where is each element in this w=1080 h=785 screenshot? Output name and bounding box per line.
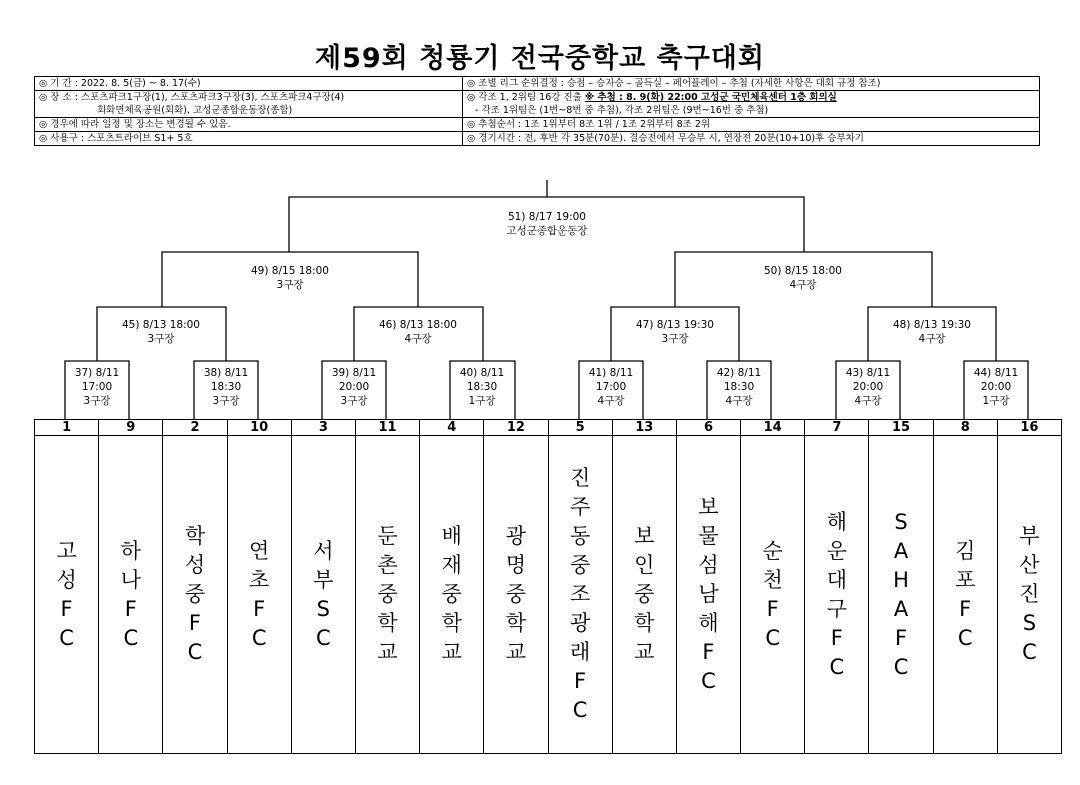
- team-name: 김포FC: [955, 538, 976, 650]
- team-name: 보인중학교: [634, 524, 655, 664]
- match-50-datetime: 50) 8/15 18:00: [764, 265, 842, 277]
- match-46-label: [358, 318, 478, 346]
- team-name: 부산진SC: [1019, 524, 1040, 664]
- match-50-venue: 4구장: [789, 279, 817, 291]
- team-cell: [676, 436, 740, 754]
- match-43-label: [838, 366, 898, 408]
- teams-table: [34, 419, 1062, 754]
- team-name: 연초FC: [249, 538, 270, 650]
- match-51-label: [467, 210, 627, 238]
- seed-cell: 5: [548, 420, 612, 436]
- team-name: 해운대구FC: [826, 509, 847, 679]
- info-advance-text: ◎ 각조 1, 2위팀 16강 진출: [467, 92, 585, 103]
- team-name: 순천FC: [762, 538, 783, 650]
- seed-cell: 3: [291, 420, 355, 436]
- match-40-time: 18:30: [466, 381, 498, 393]
- match-48-label: [872, 318, 992, 346]
- seed-cell: 11: [355, 420, 419, 436]
- seed-row: [35, 420, 1062, 436]
- seed-cell: 16: [997, 420, 1061, 436]
- match-39-number: 39) 8/11: [331, 367, 377, 379]
- match-49-label: [230, 264, 350, 292]
- match-44-number: 44) 8/11: [973, 367, 1019, 379]
- match-41-label: [581, 366, 641, 408]
- match-38-label: [196, 366, 256, 408]
- seed-cell: 13: [612, 420, 676, 436]
- match-41-number: 41) 8/11: [588, 367, 634, 379]
- match-45-venue: 3구장: [147, 333, 175, 345]
- match-49-datetime: 49) 8/15 18:00: [251, 265, 329, 277]
- match-40-venue: 1구장: [468, 395, 496, 407]
- team-cell: [805, 436, 869, 754]
- team-cell: [35, 436, 99, 754]
- info-ranking: ◎ 조별 리그 순위결정 : 승점 – 승자승 – 골득실 – 페어플레이 – 추첨 (자세한 사항은 대회 규정 참조): [463, 77, 1040, 91]
- team-name: 배재중학교: [441, 524, 462, 664]
- match-42-number: 42) 8/11: [716, 367, 762, 379]
- match-37-number: 37) 8/11: [74, 367, 120, 379]
- team-cell: [869, 436, 933, 754]
- match-46-datetime: 46) 8/13 18:00: [379, 319, 457, 331]
- team-cell: [933, 436, 997, 754]
- team-cell: [997, 436, 1061, 754]
- match-51-datetime: 51) 8/17 19:00: [508, 211, 586, 223]
- match-38-number: 38) 8/11: [203, 367, 249, 379]
- team-name: 진주동중조광래FC: [569, 466, 591, 722]
- seed-cell: 2: [163, 420, 227, 436]
- info-match-time: ◎ 경기시간 : 전, 후반 각 35분(70분). 결승전에서 무승부 시, 연장전 20분(10+10)후 승부차기: [463, 132, 1040, 146]
- seed-cell: 6: [676, 420, 740, 436]
- team-name: 보물섬남해FC: [698, 495, 719, 693]
- team-name: SAHAFC: [893, 509, 909, 679]
- match-49-venue: 3구장: [276, 279, 304, 291]
- match-42-label: [709, 366, 769, 408]
- team-row: [35, 436, 1062, 754]
- seed-cell: 15: [869, 420, 933, 436]
- match-44-label: [966, 366, 1026, 408]
- match-37-label: [67, 366, 127, 408]
- match-40-label: [452, 366, 512, 408]
- team-cell: [99, 436, 163, 754]
- match-38-time: 18:30: [210, 381, 242, 393]
- team-cell: [612, 436, 676, 754]
- match-47-label: [615, 318, 735, 346]
- info-schedule-note: ◎ 경우에 따라 일정 및 장소는 변경될 수 있음.: [35, 118, 463, 132]
- seed-cell: 14: [741, 420, 805, 436]
- team-cell: [484, 436, 548, 754]
- match-44-time: 20:00: [980, 381, 1012, 393]
- team-cell: [420, 436, 484, 754]
- seed-cell: 10: [227, 420, 291, 436]
- info-draw-order: ◎ 추첨순서 : 1조 1위부터 8조 1위 / 1조 2위부터 8조 2위: [463, 118, 1040, 132]
- info-period: ◎ 기 간 : 2022. 8. 5(금) ~ 8. 17(수): [35, 77, 463, 91]
- team-cell: [548, 436, 612, 754]
- match-41-time: 17:00: [595, 381, 627, 393]
- team-name: 서부SC: [313, 538, 334, 650]
- team-name: 학성중FC: [184, 524, 206, 664]
- match-42-venue: 4구장: [725, 395, 753, 407]
- seed-cell: 9: [99, 420, 163, 436]
- team-name: 하나FC: [120, 538, 141, 650]
- page-title: 제59회 청룡기 전국중학교 축구대회: [315, 43, 765, 74]
- match-43-number: 43) 8/11: [845, 367, 891, 379]
- match-40-number: 40) 8/11: [459, 367, 505, 379]
- team-cell: [227, 436, 291, 754]
- info-draw-notice: ※ 추첨 : 8. 9(화) 22:00 고성군 국민체육센터 1층 회의실: [584, 92, 837, 103]
- match-48-datetime: 48) 8/13 19:30: [893, 319, 971, 331]
- team-name: 둔촌중학교: [377, 524, 398, 664]
- info-venue-line1: ◎ 장 소 : 스포츠파크1구장(1), 스포츠파크3구장(3), 스포츠파크4구장(4): [39, 92, 345, 103]
- match-38-venue: 3구장: [212, 395, 240, 407]
- match-44-venue: 1구장: [982, 395, 1010, 407]
- team-cell: [741, 436, 805, 754]
- match-37-time: 17:00: [81, 381, 113, 393]
- team-cell: [355, 436, 419, 754]
- info-advance-sub: - 각조 1위팀은 (1번~8번 중 추첨), 각조 2위팀은 (9번~16번 중 추첨): [475, 105, 769, 116]
- match-37-venue: 3구장: [83, 395, 111, 407]
- match-42-time: 18:30: [723, 381, 755, 393]
- seed-cell: 7: [805, 420, 869, 436]
- match-39-venue: 3구장: [340, 395, 368, 407]
- team-name: 광명중학교: [505, 524, 527, 664]
- match-45-label: [101, 318, 221, 346]
- match-45-datetime: 45) 8/13 18:00: [122, 319, 200, 331]
- info-venue-line2: 회화면체육공원(회화), 고성군종합운동장(종합): [97, 105, 293, 116]
- match-41-venue: 4구장: [597, 395, 625, 407]
- team-cell: [291, 436, 355, 754]
- seed-cell: 1: [35, 420, 99, 436]
- seed-cell: 8: [933, 420, 997, 436]
- info-ball: ◎ 사용구 : 스포츠트라이브 S1+ 5호: [35, 132, 463, 146]
- match-46-venue: 4구장: [404, 333, 432, 345]
- team-cell: [163, 436, 227, 754]
- match-39-time: 20:00: [338, 381, 370, 393]
- match-47-datetime: 47) 8/13 19:30: [636, 319, 714, 331]
- team-name: 고성FC: [56, 538, 77, 650]
- match-43-time: 20:00: [852, 381, 884, 393]
- match-48-venue: 4구장: [918, 333, 946, 345]
- seed-cell: 4: [420, 420, 484, 436]
- match-47-venue: 3구장: [661, 333, 689, 345]
- match-51-venue: 고성군종합운동장: [506, 225, 588, 237]
- match-39-label: [324, 366, 384, 408]
- match-50-label: [743, 264, 863, 292]
- seed-cell: 12: [484, 420, 548, 436]
- match-43-venue: 4구장: [854, 395, 882, 407]
